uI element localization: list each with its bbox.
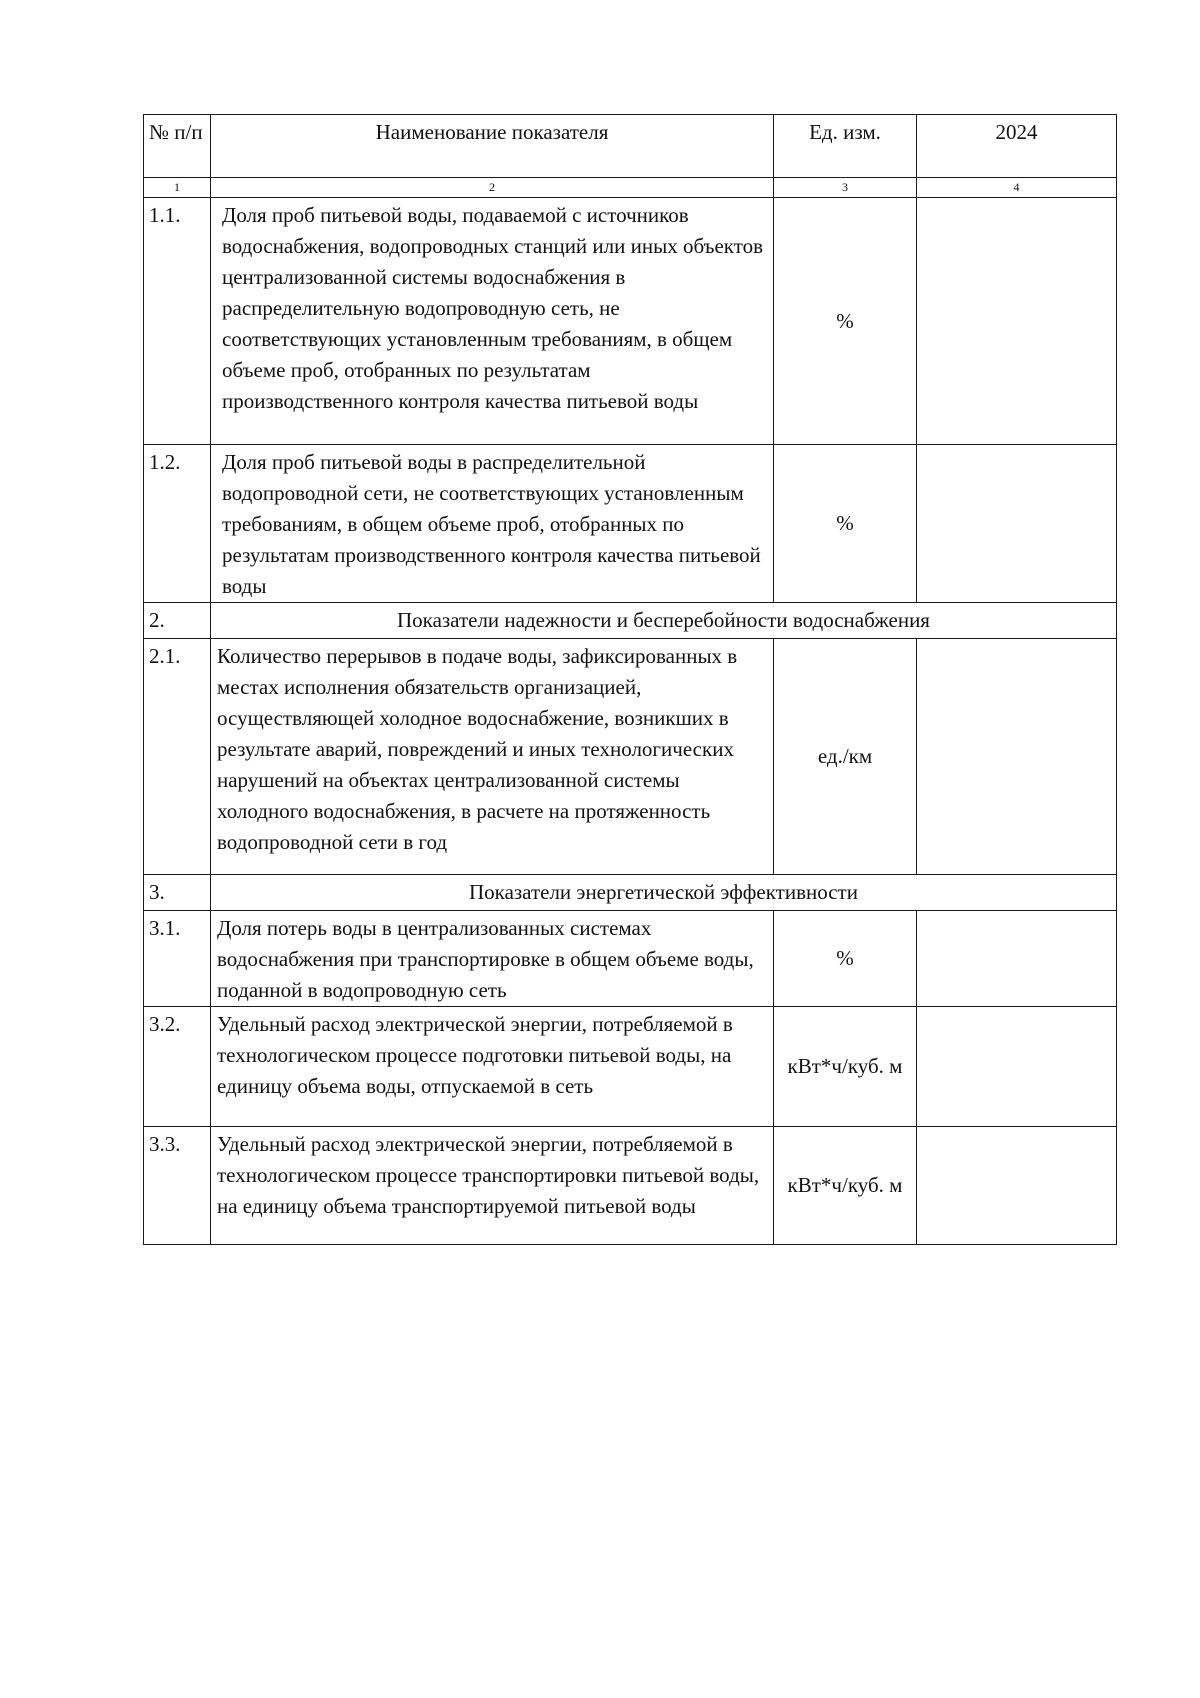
row-name: Количество перерывов в подаче воды, зафиксированных в местах исполнения обязательств организацией, осуществляющей холодное водоснабжение, возникших в результате аварий, повреждений и иных технологических нарушений на объектах централизованной системы холодного водоснабжения, в расчете на протяженность водопроводной сети в год (211, 639, 774, 875)
column-index-1: 1 (144, 178, 211, 198)
header-row (144, 115, 1117, 178)
section-row-2 (144, 603, 1117, 639)
row-num: 3.2. (144, 1007, 211, 1127)
table-row-1-1 (144, 198, 1117, 445)
row-name: Удельный расход электрической энергии, потребляемой в технологическом процессе подготовки питьевой воды, на единицу объема воды, отпускаемой в сеть (211, 1007, 774, 1127)
row-name: Доля проб питьевой воды в распределительной водопроводной сети, не соответствующих установленным требованиям, в общем объеме проб, отобранных по результатам производственного контроля качества питьевой воды (211, 445, 774, 603)
row-unit: ед./км (774, 639, 917, 875)
row-unit: % (774, 445, 917, 603)
row-name: Удельный расход электрической энергии, потребляемой в технологическом процессе транспортировки питьевой воды, на единицу объема транспортируемой питьевой воды (211, 1127, 774, 1245)
row-num: 1.2. (144, 445, 211, 603)
row-value (917, 445, 1117, 603)
table-row-3-3 (144, 1127, 1117, 1245)
section-title: Показатели энергетической эффективности (211, 875, 1117, 911)
column-index-4: 4 (917, 178, 1117, 198)
header-num: № п/п (144, 115, 211, 178)
row-num: 3.3. (144, 1127, 211, 1245)
row-value (917, 639, 1117, 875)
section-num: 3. (144, 875, 211, 911)
column-index-row (144, 178, 1117, 198)
table-row-3-1 (144, 911, 1117, 1007)
row-unit: % (774, 198, 917, 445)
row-num: 1.1. (144, 198, 211, 445)
row-value (917, 1007, 1117, 1127)
section-title: Показатели надежности и бесперебойности водоснабжения (211, 603, 1117, 639)
column-index-2: 2 (211, 178, 774, 198)
row-name: Доля потерь воды в централизованных системах водоснабжения при транспортировке в общем объеме воды, поданной в водопроводную сеть (211, 911, 774, 1007)
row-num: 3.1. (144, 911, 211, 1007)
row-unit: % (774, 911, 917, 1007)
row-num: 2.1. (144, 639, 211, 875)
header-unit: Ед. изм. (774, 115, 917, 178)
table-row-3-2 (144, 1007, 1117, 1127)
row-value (917, 198, 1117, 445)
row-name: Доля проб питьевой воды, подаваемой с источников водоснабжения, водопроводных станций или иных объектов централизованной системы водоснабжения в распределительную водопроводную сеть, не соответствующих установленным требованиям, в общем объеме проб, отобранных по результатам производственного контроля качества питьевой воды (211, 198, 774, 445)
section-row-3 (144, 875, 1117, 911)
header-name: Наименование показателя (211, 115, 774, 178)
header-year: 2024 (917, 115, 1117, 178)
row-value (917, 911, 1117, 1007)
row-unit: кВт*ч/куб. м (774, 1127, 917, 1245)
indicators-table (143, 114, 1117, 1245)
row-value (917, 1127, 1117, 1245)
table-row-1-2 (144, 445, 1117, 603)
column-index-3: 3 (774, 178, 917, 198)
table-row-2-1 (144, 639, 1117, 875)
row-unit: кВт*ч/куб. м (774, 1007, 917, 1127)
section-num: 2. (144, 603, 211, 639)
